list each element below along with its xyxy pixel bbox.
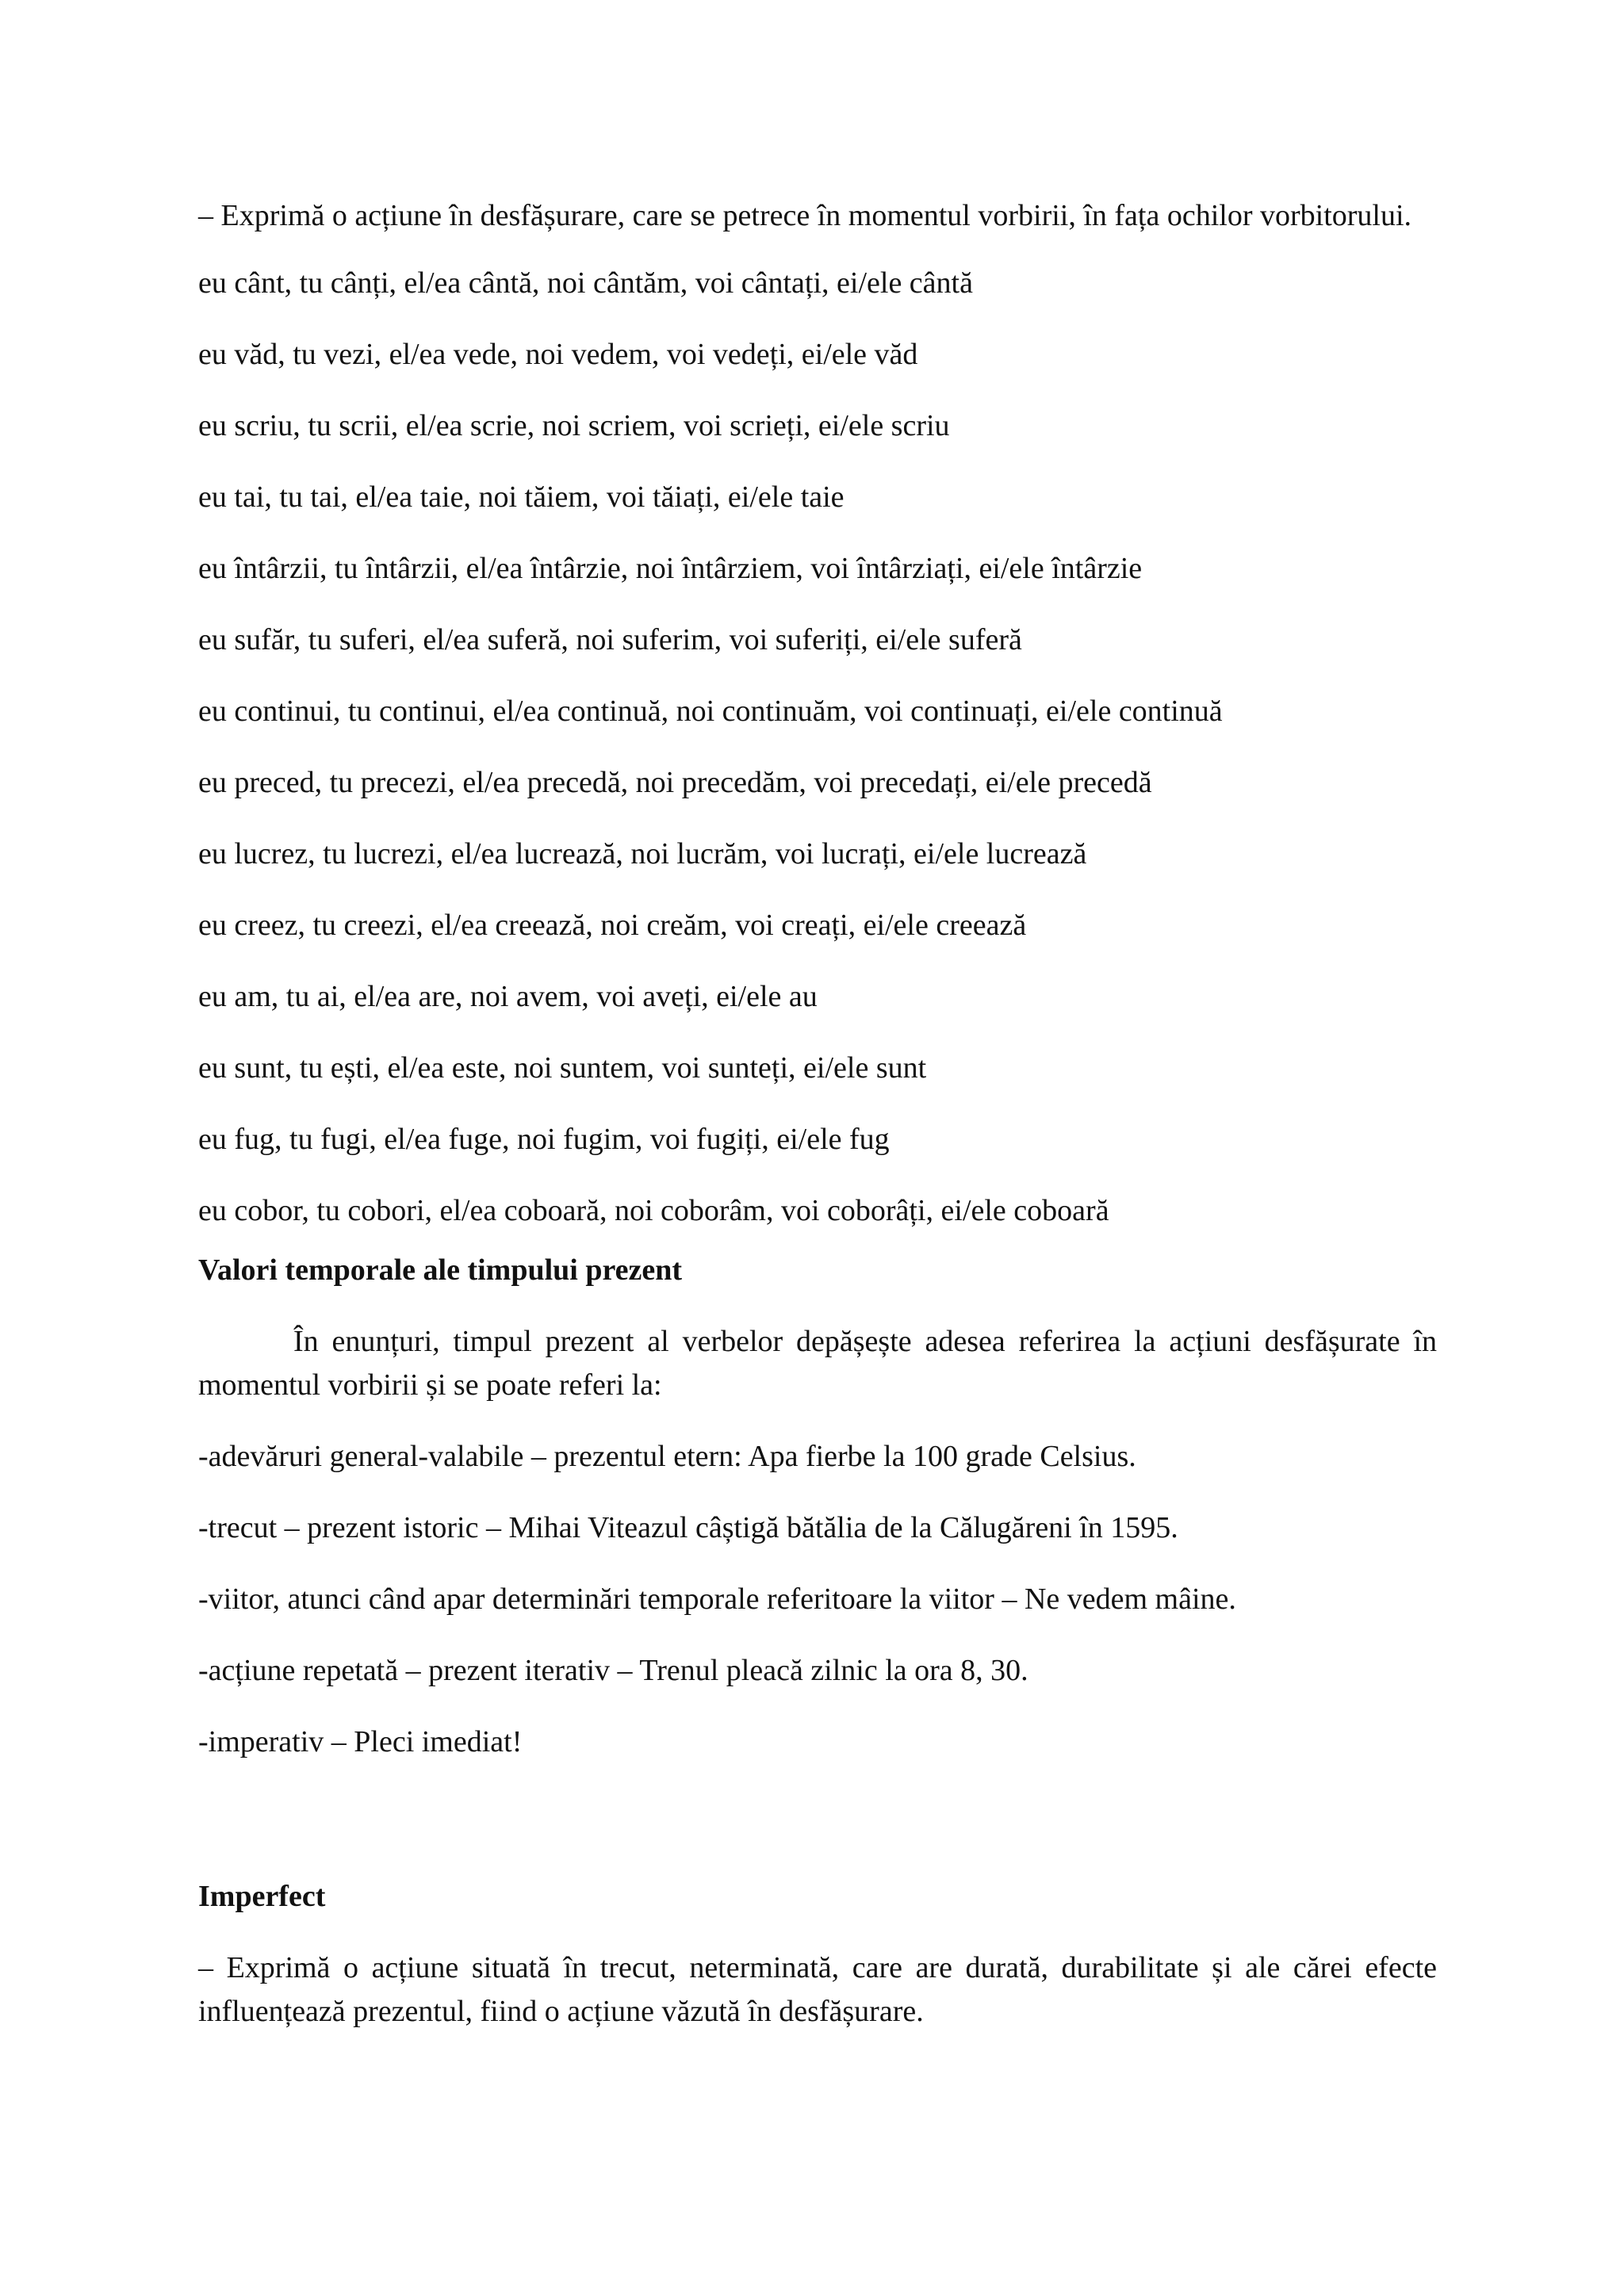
imperfect-definition: – Exprimă o acțiune situată în trecut, neterminată, care are durată, durabilitate și ale cărei efecte influențează prezentul, fiind o acțiune văzută în desfășurare. (198, 1951, 1437, 2028)
value-item: -trecut – prezent istoric – Mihai Viteazul câștigă bătălia de la Călugăreni în 1595. (198, 1511, 1178, 1544)
conjugation-line: eu văd, tu vezi, el/ea vede, noi vedem, voi vedeți, ei/ele văd (198, 338, 918, 371)
value-item: -imperativ – Pleci imediat! (198, 1725, 523, 1758)
conjugation-line: eu preced, tu precezi, el/ea precedă, noi precedăm, voi precedați, ei/ele precedă (198, 766, 1152, 799)
present-definition: – Exprimă o acțiune în desfășurare, care se petrece în momentul vorbirii, în fața ochilor vorbitorului. (198, 199, 1412, 232)
value-item: -viitor, atunci când apar determinări temporale referitoare la viitor – Ne vedem mâine. (198, 1582, 1236, 1616)
conjugation-line: eu cânt, tu cânți, el/ea cântă, noi cântăm, voi cântați, ei/ele cântă (198, 266, 973, 300)
conjugation-line: eu scriu, tu scrii, el/ea scrie, noi scriem, voi scrieți, ei/ele scriu (198, 409, 950, 442)
conjugation-line: eu am, tu ai, el/ea are, noi avem, voi aveți, ei/ele au (198, 980, 818, 1013)
imperfect-heading: Imperfect (198, 1880, 326, 1913)
conjugation-line: eu creez, tu creezi, el/ea creează, noi creăm, voi creați, ei/ele creează (198, 909, 1027, 942)
values-intro-paragraph: În enunțuri, timpul prezent al verbelor depășește adesea referirea la acțiuni desfășurate în momentul vorbirii și se poate referi la: (198, 1325, 1437, 1402)
conjugation-line: eu sunt, tu ești, el/ea este, noi suntem, voi sunteți, ei/ele sunt (198, 1051, 927, 1085)
value-item: -acțiune repetată – prezent iterativ – Trenul pleacă zilnic la ora 8, 30. (198, 1654, 1028, 1687)
conjugation-line: eu continui, tu continui, el/ea continuă, noi continuăm, voi continuați, ei/ele continuă (198, 695, 1223, 728)
page-content (198, 194, 1437, 2034)
conjugation-line: eu cobor, tu cobori, el/ea coboară, noi coborâm, voi coborâți, ei/ele coboară (198, 1194, 1109, 1227)
value-item: -adevăruri general-valabile – prezentul etern: Apa fierbe la 100 grade Celsius. (198, 1440, 1136, 1473)
conjugation-line: eu fug, tu fugi, el/ea fuge, noi fugim, voi fugiți, ei/ele fug (198, 1123, 890, 1156)
values-heading: Valori temporale ale timpului prezent (198, 1253, 683, 1287)
conjugation-line: eu întârzii, tu întârzii, el/ea întârzie, noi întârziem, voi întârziați, ei/ele întârzie (198, 552, 1143, 585)
conjugation-line: eu sufăr, tu suferi, el/ea suferă, noi suferim, voi suferiți, ei/ele suferă (198, 623, 1022, 656)
conjugation-line: eu tai, tu tai, el/ea taie, noi tăiem, voi tăiați, ei/ele taie (198, 480, 845, 514)
conjugation-line: eu lucrez, tu lucrezi, el/ea lucrează, noi lucrăm, voi lucrați, ei/ele lucrează (198, 837, 1087, 871)
